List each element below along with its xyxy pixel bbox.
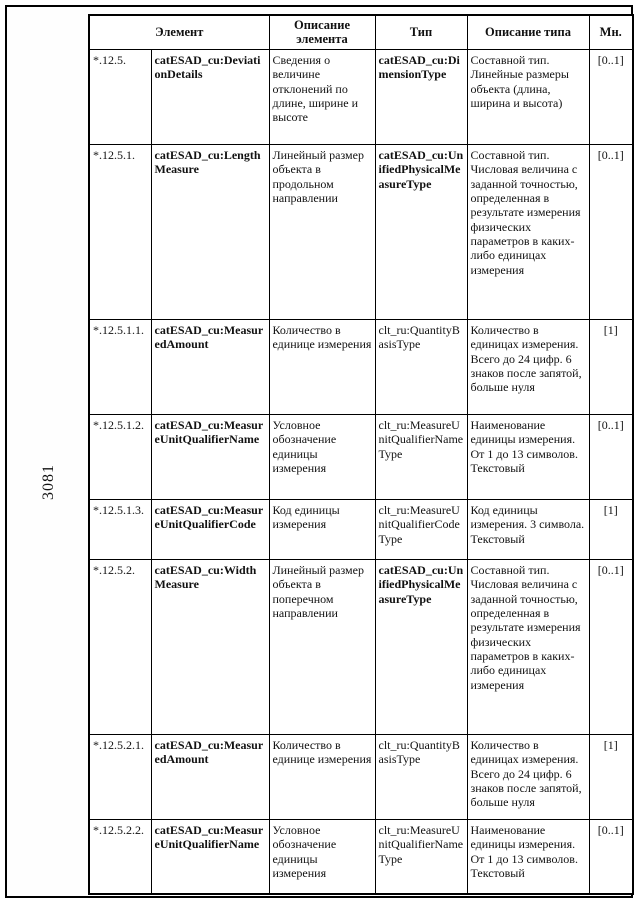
- element-type: catESAD_cu:UnifiedPhysicalMeasureType: [375, 559, 467, 734]
- multiplicity: [0..1]: [589, 144, 633, 319]
- multiplicity: [0..1]: [589, 819, 633, 894]
- multiplicity: [0..1]: [589, 414, 633, 499]
- header-type: Тип: [375, 15, 467, 49]
- element-name: catESAD_cu:MeasureUnitQualifierName: [151, 819, 269, 894]
- row-number: *.12.5.1.: [89, 144, 151, 319]
- table-row: [89, 49, 633, 144]
- element-type: clt_ru:MeasureUnitQualifierCodeType: [375, 499, 467, 559]
- table-header-row: [89, 15, 633, 49]
- type-desc: Количество в единицах измерения. Всего до 24 цифр. 6 знаков после запятой, больше нуля: [467, 734, 589, 819]
- header-multiplicity: Мн.: [589, 15, 633, 49]
- element-desc: Количество в единице измерения: [269, 734, 375, 819]
- multiplicity: [1]: [589, 734, 633, 819]
- type-desc: Составной тип. Числовая величина с заданной точностью, определенная в результате измерения физических параметров в каких-либо единицах измерения: [467, 559, 589, 734]
- element-desc: Линейный размер объекта в продольном направлении: [269, 144, 375, 319]
- table-row: [89, 144, 633, 319]
- row-number: *.12.5.: [89, 49, 151, 144]
- header-type-description: Описание типа: [467, 15, 589, 49]
- multiplicity: [1]: [589, 319, 633, 414]
- element-name: catESAD_cu:MeasuredAmount: [151, 319, 269, 414]
- element-type: clt_ru:QuantityBasisType: [375, 319, 467, 414]
- element-desc: Условное обозначение единицы измерения: [269, 819, 375, 894]
- element-name: catESAD_cu:MeasureUnitQualifierName: [151, 414, 269, 499]
- row-number: *.12.5.2.1.: [89, 734, 151, 819]
- element-type: clt_ru:MeasureUnitQualifierNameType: [375, 819, 467, 894]
- element-type: clt_ru:QuantityBasisType: [375, 734, 467, 819]
- element-name: catESAD_cu:DeviationDetails: [151, 49, 269, 144]
- table-row: [89, 499, 633, 559]
- type-desc: Наименование единицы измерения. От 1 до 13 символов. Текстовый: [467, 819, 589, 894]
- table-row: [89, 819, 633, 894]
- element-name: catESAD_cu:MeasuredAmount: [151, 734, 269, 819]
- row-number: *.12.5.2.2.: [89, 819, 151, 894]
- element-name: catESAD_cu:MeasureUnitQualifierCode: [151, 499, 269, 559]
- multiplicity: [1]: [589, 499, 633, 559]
- type-desc: Количество в единицах измерения. Всего до 24 цифр. 6 знаков после запятой, больше нуля: [467, 319, 589, 414]
- multiplicity: [0..1]: [589, 559, 633, 734]
- table-row: [89, 559, 633, 734]
- type-desc: Составной тип. Линейные размеры объекта (длина, ширина и высота): [467, 49, 589, 144]
- header-element: Элемент: [89, 15, 269, 49]
- element-desc: Линейный размер объекта в поперечном направлении: [269, 559, 375, 734]
- multiplicity: [0..1]: [589, 49, 633, 144]
- element-desc: Условное обозначение единицы измерения: [269, 414, 375, 499]
- table-row: [89, 319, 633, 414]
- element-type: catESAD_cu:DimensionType: [375, 49, 467, 144]
- row-number: *.12.5.2.: [89, 559, 151, 734]
- element-desc: Количество в единице измерения: [269, 319, 375, 414]
- type-desc: Наименование единицы измерения. От 1 до 13 символов. Текстовый: [467, 414, 589, 499]
- row-number: *.12.5.1.3.: [89, 499, 151, 559]
- type-desc: Составной тип. Числовая величина с заданной точностью, определенная в результате измерения физических параметров в каких-либо единицах измерения: [467, 144, 589, 319]
- element-type: catESAD_cu:UnifiedPhysicalMeasureType: [375, 144, 467, 319]
- schema-table: [88, 14, 634, 895]
- type-desc: Код единицы измерения. 3 символа. Текстовый: [467, 499, 589, 559]
- element-desc: Код единицы измерения: [269, 499, 375, 559]
- table-row: [89, 734, 633, 819]
- page-number: 3081: [40, 464, 57, 500]
- row-number: *.12.5.1.1.: [89, 319, 151, 414]
- element-name: catESAD_cu:WidthMeasure: [151, 559, 269, 734]
- table-row: [89, 414, 633, 499]
- row-number: *.12.5.1.2.: [89, 414, 151, 499]
- element-type: clt_ru:MeasureUnitQualifierNameType: [375, 414, 467, 499]
- element-name: catESAD_cu:LengthMeasure: [151, 144, 269, 319]
- element-desc: Сведения о величине отклонений по длине, ширине и высоте: [269, 49, 375, 144]
- header-element-description: Описание элемента: [269, 15, 375, 49]
